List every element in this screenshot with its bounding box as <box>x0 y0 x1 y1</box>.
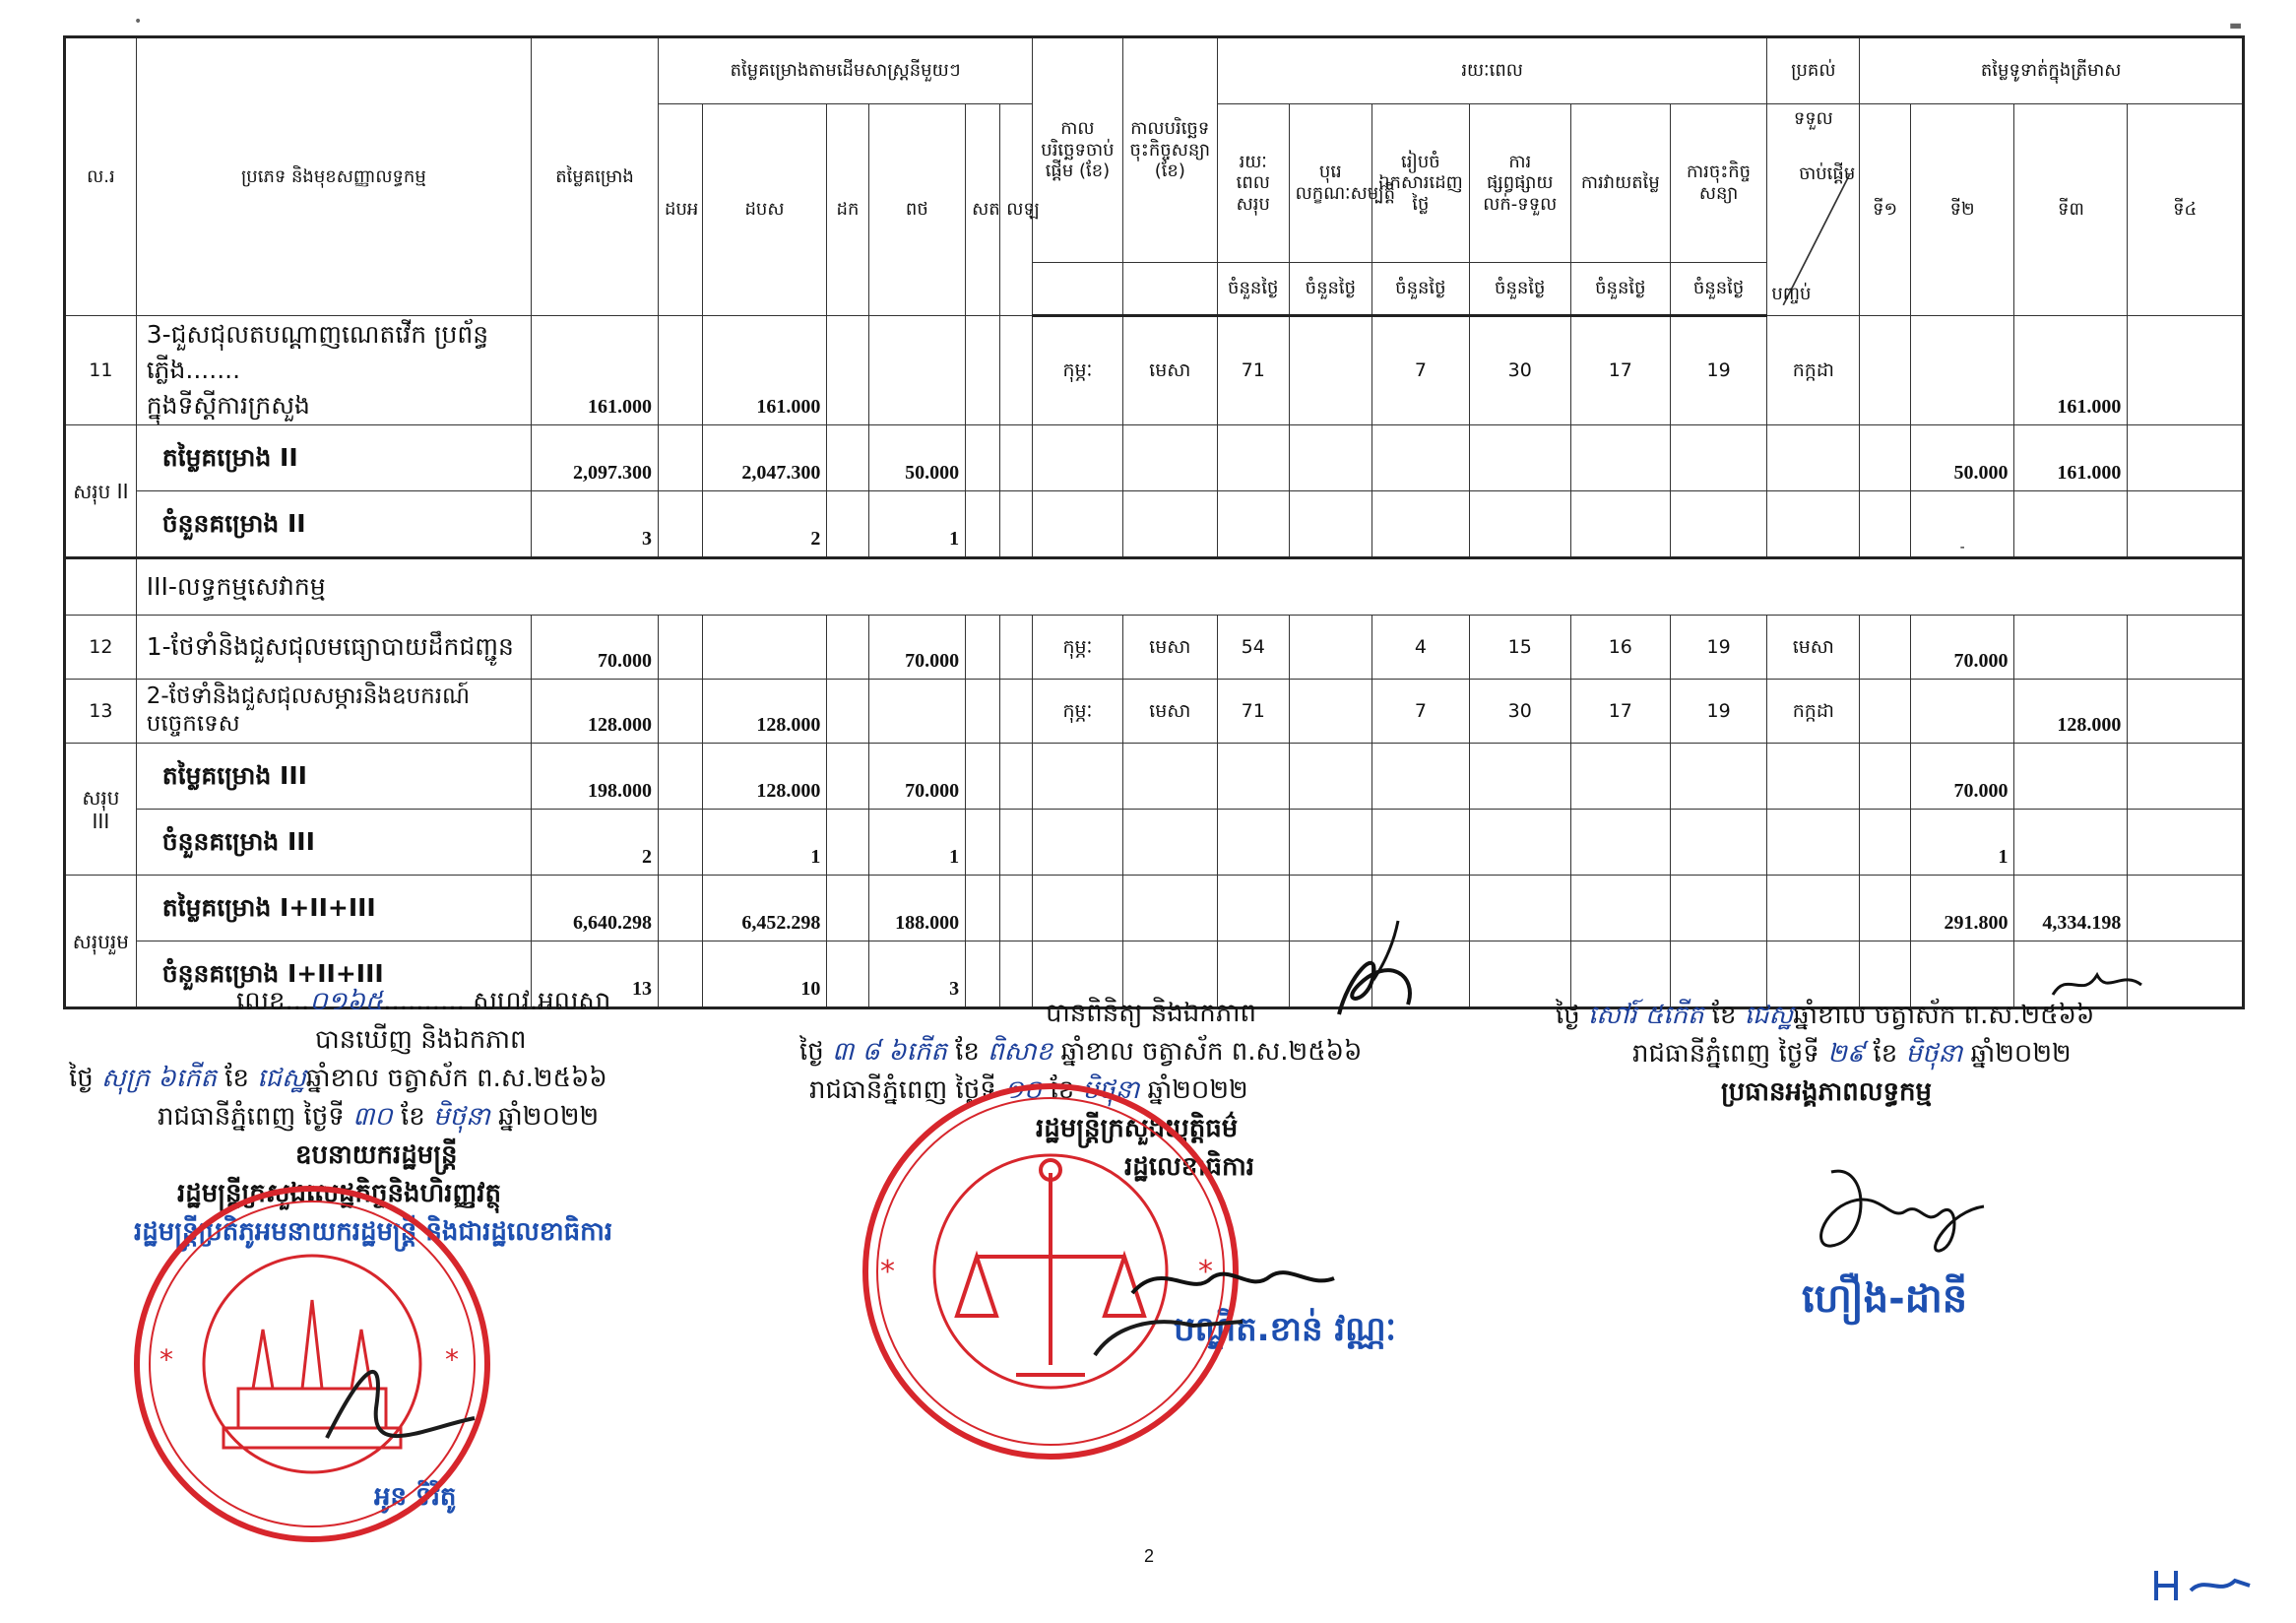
col-header-days-2: ចំនួនថ្ងៃ <box>1289 263 1371 316</box>
handwritten-lunar-day: ៣ ៨ ៦កើត <box>832 1037 947 1067</box>
col-header-delivery <box>1767 104 1860 316</box>
handwritten-weekday: សៅរ៍ <box>1588 1001 1637 1030</box>
cell-prequal-days <box>1289 316 1371 425</box>
cell-cost: 13 <box>532 941 659 1008</box>
cell-q3 <box>2014 491 2128 558</box>
col-header-quarter-2: ទី២ <box>1910 104 2014 316</box>
cell-q3 <box>2014 744 2128 810</box>
col-header-start-month: កាលបរិច្ឆេទចាប់ផ្តើម (ខែ) <box>1033 37 1123 263</box>
cell-contract-month <box>1122 491 1217 558</box>
cell-source-6 <box>1000 491 1033 558</box>
cell-start-month <box>1033 876 1123 941</box>
scan-speck: ▬ <box>2229 18 2243 33</box>
cell-q3 <box>2014 616 2128 680</box>
cell-contract-month <box>1122 744 1217 810</box>
cell-contract-days <box>1670 810 1767 876</box>
cell-q1 <box>1860 425 1911 491</box>
cell-total-days: 71 <box>1217 316 1289 425</box>
cell-start-month: កុម្ភៈ <box>1033 616 1123 680</box>
lunar-prefix: ថ្ងៃ <box>799 1037 824 1067</box>
svg-text:*: * <box>159 1343 173 1376</box>
cell-delivery: កក្កដា <box>1767 680 1860 744</box>
cell-prequal-days <box>1289 491 1371 558</box>
cell-delivery <box>1767 491 1860 558</box>
cell-source-4: 70.000 <box>868 616 966 680</box>
cell-contract-month <box>1122 810 1217 876</box>
title-procurement-head: ប្រធានអង្គភាពលទ្ធកម្ម <box>1721 1077 1933 1107</box>
cell-source-4: 1 <box>868 810 966 876</box>
handwritten-day: ២៩ <box>1827 1039 1866 1069</box>
cell-advertise-days <box>1469 876 1570 941</box>
cell-docs-days: 4 <box>1372 616 1470 680</box>
handwritten-lunar-month: ជេស្ឋ <box>257 1064 306 1093</box>
cell-docs-days <box>1372 744 1470 810</box>
cell-source-1 <box>659 491 703 558</box>
cell-cost: 128.000 <box>532 680 659 744</box>
handwritten-day: ៣០ <box>352 1102 393 1132</box>
cell-no: 11 <box>65 316 137 425</box>
cell-q2 <box>1910 316 2014 425</box>
cell-source-4: 3 <box>868 941 966 1008</box>
cell-evaluate-days <box>1570 491 1670 558</box>
cell-q4 <box>2128 316 2244 425</box>
lunar-prefix: ថ្ងៃ <box>1556 1001 1580 1030</box>
col-header-duration-group: រយៈពេល <box>1217 37 1767 104</box>
cell-advertise-days <box>1469 810 1570 876</box>
scan-speck: • <box>134 14 143 30</box>
cell-source-2: 2,047.300 <box>702 425 827 491</box>
cell-total-days <box>1217 876 1289 941</box>
cell-source-6 <box>1000 425 1033 491</box>
cell-source-2: 2 <box>702 491 827 558</box>
gregorian-date-line <box>158 1098 612 1136</box>
cell-no: 13 <box>65 680 137 744</box>
cell-advertise-days <box>1469 425 1570 491</box>
handwritten-signature-middle <box>1122 1249 1339 1308</box>
table-row <box>65 810 2244 876</box>
table-row <box>65 425 2244 491</box>
cell-delivery: មេសា <box>1767 616 1860 680</box>
cell-source-2: 161.000 <box>702 316 827 425</box>
procurement-plan-table <box>63 35 2245 1009</box>
handwritten-ref-number: ០១៦៥ <box>309 987 384 1016</box>
cell-q4 <box>2128 616 2244 680</box>
cell-q2 <box>1910 680 2014 744</box>
cell-total-days <box>1217 744 1289 810</box>
lunar-prefix: ថ្ងៃ <box>69 1064 94 1093</box>
col-header-duration-advertise: ការផ្សព្វផ្សាយលក់-ទទួល <box>1469 104 1570 263</box>
col-header-days-4: ចំនួនថ្ងៃ <box>1469 263 1570 316</box>
col-header-days-6: ចំនួនថ្ងៃ <box>1670 263 1767 316</box>
cell-start-month <box>1033 425 1123 491</box>
cell-docs-days <box>1372 810 1470 876</box>
cell-docs-days: 7 <box>1372 680 1470 744</box>
handwritten-lunar-month: ជេស្ឋ <box>1744 1001 1794 1030</box>
margin-initial-mark <box>2146 1556 2255 1605</box>
table-row <box>65 616 2244 680</box>
cell-group-subtotal-2: សរុប II <box>65 425 137 558</box>
cell-q2: 50.000 <box>1910 425 2014 491</box>
cell-source-4: 1 <box>868 491 966 558</box>
title-deputy-pm: ឧបនាយករដ្ឋមន្ត្រី <box>295 1140 458 1170</box>
cell-source-4: 50.000 <box>868 425 966 491</box>
cell-source-5 <box>966 744 1000 810</box>
cell-source-5 <box>966 810 1000 876</box>
col-header-quarter-4: ទី៤ <box>2128 104 2244 316</box>
cell-contract-days <box>1670 491 1767 558</box>
cell-evaluate-days <box>1570 425 1670 491</box>
cell-cost: 2 <box>532 810 659 876</box>
col-header-source-3: ដក <box>827 104 868 316</box>
col-header-duration-evaluate: ការវាយតម្លៃ <box>1570 104 1670 263</box>
col-header-description: ប្រភេទ និងមុខសញ្ញាលទ្ធកម្ម <box>136 37 531 316</box>
cell-cost: 70.000 <box>532 616 659 680</box>
cell-source-6 <box>1000 876 1033 941</box>
handwritten-month: មិថុនា <box>433 1102 490 1132</box>
cell-cost: 161.000 <box>532 316 659 425</box>
ref-code: សហវ.អលសា <box>473 987 611 1016</box>
col-header-delivery-start: ចាប់ផ្តើម <box>1799 163 1856 184</box>
table-row <box>65 316 2244 425</box>
cell-q3: 128.000 <box>2014 680 2128 744</box>
signatory-name-middle: បណ្ឌិត.ខាន់ វណ្ណៈ <box>1174 1310 1397 1349</box>
title-minister: រដ្ឋមន្ត្រីក្រសួងសេដ្ឋកិច្ចនិងហិរញ្ញវត្ថុ <box>177 1179 502 1208</box>
cell-q4 <box>2128 425 2244 491</box>
cell-evaluate-days: 16 <box>1570 616 1670 680</box>
cell-contract-days: 19 <box>1670 680 1767 744</box>
handwritten-signature-right <box>1812 1152 1999 1261</box>
cell-label: តម្លៃគម្រោង II <box>136 425 531 491</box>
month-label: ខែ <box>1711 1001 1737 1030</box>
month-label: ខែ <box>400 1102 425 1132</box>
cell-cost: 198.000 <box>532 744 659 810</box>
cell-total-days <box>1217 810 1289 876</box>
lunar-date-line <box>799 1033 1396 1071</box>
desc-line-2: ក្នុងទីស្តីការក្រសួង <box>146 391 310 421</box>
cell-contract-days: 19 <box>1670 616 1767 680</box>
month-label: ខែ <box>955 1037 980 1067</box>
approval-line: បានពិនិត្យ និងឯកភាព <box>1046 999 1257 1028</box>
signatory-name-right: ហឿង-ដានី <box>1802 1276 1968 1322</box>
date-prefix: រាជធានីភ្នំពេញ ថ្ងៃទី <box>809 1075 996 1105</box>
signatory-name-left: អូន ទិវិតូ <box>374 1482 457 1512</box>
cell-label: ចំនួនគម្រោង II <box>136 491 531 558</box>
cell-source-4: 70.000 <box>868 744 966 810</box>
col-header-days-5: ចំនួនថ្ងៃ <box>1570 263 1670 316</box>
cell-source-6 <box>1000 810 1033 876</box>
cell-description: 1-ថែទាំនិងជួសជុលមធ្យោបាយដឹកជញ្ជូន <box>136 616 531 680</box>
cell-source-5 <box>966 616 1000 680</box>
cell-q1 <box>1860 616 1911 680</box>
cell-advertise-days: 30 <box>1469 680 1570 744</box>
cell-evaluate-days: 17 <box>1570 316 1670 425</box>
svg-text:*: * <box>1198 1255 1213 1289</box>
desc-line-1: 3-ជួសជុលតបណ្តាញណេតវើក ប្រព័ន្ធភ្លើង....... <box>146 319 489 384</box>
date-prefix: រាជធានីភ្នំពេញ ថ្ងៃទី <box>1632 1039 1819 1069</box>
cell-cost: 6,640.298 <box>532 876 659 941</box>
gregorian-date-line <box>1556 1035 2094 1073</box>
cell-source-3 <box>827 810 868 876</box>
handwritten-initials <box>2048 965 2146 1005</box>
col-header-duration-prequal: បុរេលក្ខណៈសម្បត្តិ <box>1289 104 1371 263</box>
cell-contract-days <box>1670 425 1767 491</box>
approval-line: បានឃើញ និងឯកភាព <box>315 1025 527 1055</box>
cell-no: 12 <box>65 616 137 680</box>
cell-start-month: កុម្ភៈ <box>1033 680 1123 744</box>
cell-source-3 <box>827 316 868 425</box>
cell-q4 <box>2128 680 2244 744</box>
cell-source-1 <box>659 616 703 680</box>
cell-source-5 <box>966 425 1000 491</box>
cell-delivery <box>1767 425 1860 491</box>
col-header-cost: តម្លៃគម្រោង <box>532 37 659 316</box>
handwritten-lunar-day: ៥កើត <box>1644 1001 1704 1030</box>
ref-label: លេខ <box>236 987 286 1016</box>
col-header-source-1: ដបអ <box>659 104 703 316</box>
col-header-quarter-1: ទី១ <box>1860 104 1911 316</box>
col-header-duration-docs: រៀបចំឯកសារដេញថ្លៃ <box>1372 104 1470 263</box>
cell-q1 <box>1860 744 1911 810</box>
svg-text:*: * <box>445 1343 459 1376</box>
cell-docs-days <box>1372 491 1470 558</box>
cell-total-days <box>1217 491 1289 558</box>
ref-dots: ... <box>285 987 310 1016</box>
cell-contract-days <box>1670 744 1767 810</box>
date-suffix: ឆ្នាំ២០២២ <box>1970 1039 2072 1069</box>
col-header-days-1: ចំនួនថ្ងៃ <box>1217 263 1289 316</box>
cell-prequal-days <box>1289 425 1371 491</box>
cell-label: ចំនួនគម្រោង I+II+III <box>136 941 531 1008</box>
col-header-duration-contract: ការចុះកិច្ចសន្យា <box>1670 104 1767 263</box>
cell-docs-days <box>1372 425 1470 491</box>
cell-q1 <box>1860 810 1911 876</box>
cell-source-3 <box>827 425 868 491</box>
col-header-days-3: ចំនួនថ្ងៃ <box>1372 263 1470 316</box>
col-header-source-2: ដបស <box>702 104 827 316</box>
cell-cost: 2,097.300 <box>532 425 659 491</box>
cell-q3: 161.000 <box>2014 316 2128 425</box>
section-heading-services: III-លទ្ធកម្មសេវាកម្ម <box>136 558 2243 616</box>
cell-source-1 <box>659 425 703 491</box>
cell-total-days: 54 <box>1217 616 1289 680</box>
cell-contract-month <box>1122 876 1217 941</box>
cell-source-1 <box>659 876 703 941</box>
cell-q1 <box>1860 491 1911 558</box>
cell-label: ចំនួនគម្រោង III <box>136 810 531 876</box>
cell-start-month <box>1033 491 1123 558</box>
cell-source-5 <box>966 680 1000 744</box>
table-row <box>65 680 2244 744</box>
cell-q2: - <box>1910 491 2014 558</box>
cell-contract-days: 19 <box>1670 316 1767 425</box>
cell-source-3 <box>827 616 868 680</box>
lunar-suffix: ឆ្នាំខាល ចត្វាស័ក ព.ស.២៥៦៦ <box>1793 1001 2095 1030</box>
cell-prequal-days <box>1289 876 1371 941</box>
cell-evaluate-days <box>1570 744 1670 810</box>
cell-advertise-days <box>1469 744 1570 810</box>
cell-label: តម្លៃគម្រោង III <box>136 744 531 810</box>
col-header-quarter-group: តម្លៃទូទាត់ក្នុងត្រីមាស <box>1860 37 2244 104</box>
cell-q4 <box>2128 810 2244 876</box>
cell-source-3 <box>827 876 868 941</box>
handwritten-month: មិថុនា <box>1905 1039 1963 1069</box>
cell-source-6 <box>1000 744 1033 810</box>
page-number: 2 <box>1144 1546 1155 1566</box>
cell-source-1 <box>659 744 703 810</box>
month-label: ខែ <box>1050 1075 1075 1105</box>
cell-source-6 <box>1000 616 1033 680</box>
cell-prequal-days <box>1289 616 1371 680</box>
cell-contract-month: មេសា <box>1122 616 1217 680</box>
cell-source-1 <box>659 941 703 1008</box>
cell-source-4 <box>868 316 966 425</box>
cell-source-4 <box>868 680 966 744</box>
title-secretary-of-state: រដ្ឋលេខាធិការ <box>1124 1152 1255 1182</box>
cell-label: តម្លៃគម្រោង I+II+III <box>136 876 531 941</box>
official-stamp-left <box>130 1182 494 1546</box>
cell-source-3 <box>827 680 868 744</box>
date-prefix: រាជធានីភ្នំពេញ ថ្ងៃទី <box>158 1102 345 1132</box>
col-header-source-5: សត <box>966 104 1000 316</box>
title-justice-minister: រដ្ឋមន្ត្រីក្រសួងយុត្តិធម៌ <box>1036 1114 1239 1143</box>
col-header-delivery-end: បញ្ចប់ <box>1771 284 1812 305</box>
cell-delivery <box>1767 810 1860 876</box>
handwritten-day: ១០ <box>1004 1075 1043 1105</box>
date-suffix: ឆ្នាំ២០២២ <box>1147 1075 1248 1105</box>
cell-description: 2-ថែទាំនិងជួសជុលសម្ភារនិងឧបករណ៍បច្ចេកទេស <box>136 680 531 744</box>
cell-q1 <box>1860 316 1911 425</box>
col-header-start-unit <box>1033 263 1123 316</box>
cell-advertise-days: 15 <box>1469 616 1570 680</box>
cell-docs-days: 7 <box>1372 316 1470 425</box>
reference-line <box>197 983 612 1021</box>
col-header-delivery-top: ប្រគល់ <box>1767 37 1860 104</box>
cell-q1 <box>1860 680 1911 744</box>
cell-source-3 <box>827 744 868 810</box>
handwritten-tick <box>1369 916 1408 985</box>
cell-source-4: 188.000 <box>868 876 966 941</box>
cell-start-month: កុម្ភៈ <box>1033 316 1123 425</box>
col-header-no: ល.រ <box>65 37 137 316</box>
cell-start-month <box>1033 744 1123 810</box>
cell-prequal-days <box>1289 744 1371 810</box>
cell-q3: 4,334.198 <box>2014 876 2128 941</box>
col-header-contract-month: កាលបរិច្ឆេទចុះកិច្ចសន្យា (ខែ) <box>1122 37 1217 263</box>
cell-delivery: កក្កដា <box>1767 316 1860 425</box>
cell-q2: 1 <box>1910 810 2014 876</box>
cell-q3: 161.000 <box>2014 425 2128 491</box>
cell-cost: 3 <box>532 491 659 558</box>
col-header-source-4: ពថ <box>868 104 966 316</box>
col-header-source-group: តម្លៃគម្រោងតាមដើមសាស្រ្តនីមួយៗ <box>659 37 1033 104</box>
lunar-date-line <box>69 1060 612 1098</box>
month-label: ខែ <box>1873 1039 1898 1069</box>
cell-source-2: 1 <box>702 810 827 876</box>
table-row <box>65 558 2244 616</box>
ref-dots: .......... <box>383 987 465 1016</box>
cell-q2: 70.000 <box>1910 744 2014 810</box>
cell-total-days: 71 <box>1217 680 1289 744</box>
cell-source-2: 128.000 <box>702 744 827 810</box>
col-header-contract-unit <box>1122 263 1217 316</box>
cell-description <box>136 316 531 425</box>
cell-q3 <box>2014 810 2128 876</box>
cell-q4 <box>2128 491 2244 558</box>
handwritten-lunar-day: សុក្រ ៦កើត <box>101 1064 217 1093</box>
cell-source-2 <box>702 616 827 680</box>
cell-contract-days <box>1670 876 1767 941</box>
svg-text:*: * <box>880 1255 895 1289</box>
cell-evaluate-days <box>1570 876 1670 941</box>
col-header-duration-total: រយៈពេលសរុប <box>1217 104 1289 263</box>
cell-source-5 <box>966 316 1000 425</box>
cell-contract-month: មេសា <box>1122 680 1217 744</box>
date-suffix: ឆ្នាំ២០២២ <box>498 1102 600 1132</box>
cell-q2: 70.000 <box>1910 616 2014 680</box>
cell-contract-month <box>1122 425 1217 491</box>
cell-group-grand-total: សរុបរួម <box>65 876 137 1008</box>
col-header-delivery-receive: ទទួល <box>1793 108 1833 129</box>
cell-delivery <box>1767 876 1860 941</box>
cell-prequal-days <box>1289 680 1371 744</box>
cell-delivery <box>1767 744 1860 810</box>
cell-advertise-days: 30 <box>1469 316 1570 425</box>
cell-advertise-days <box>1469 491 1570 558</box>
col-header-quarter-3: ទី៣ <box>2014 104 2128 316</box>
title-delegate: រដ្ឋមន្ត្រីប្រតិភូអមនាយករដ្ឋមន្ត្រី និងជារដ្ឋលេខាធិការ <box>134 1217 613 1247</box>
cell-q1 <box>1860 876 1911 941</box>
cell-source-6 <box>1000 680 1033 744</box>
cell-source-1 <box>659 680 703 744</box>
cell-source-2: 6,452.298 <box>702 876 827 941</box>
cell-evaluate-days: 17 <box>1570 680 1670 744</box>
table-row <box>65 876 2244 941</box>
table-row <box>65 491 2244 558</box>
cell-no <box>65 558 137 616</box>
lunar-suffix: ឆ្នាំខាល ចត្វាស័ក ព.ស.២៥៦៦ <box>305 1064 607 1093</box>
lunar-date-line <box>1556 997 2094 1035</box>
lunar-suffix: ឆ្នាំខាល ចត្វាស័ក ព.ស.២៥៦៦ <box>1060 1037 1363 1067</box>
cell-total-days <box>1217 425 1289 491</box>
cell-q2: 291.800 <box>1910 876 2014 941</box>
cell-source-1 <box>659 810 703 876</box>
cell-prequal-days <box>1289 810 1371 876</box>
cell-group-subtotal-3: សរុប III <box>65 744 137 876</box>
cell-start-month <box>1033 810 1123 876</box>
col-header-source-6: លឡ <box>1000 104 1033 316</box>
cell-source-5 <box>966 491 1000 558</box>
cell-source-6 <box>1000 316 1033 425</box>
month-label: ខែ <box>224 1064 249 1093</box>
cell-evaluate-days <box>1570 810 1670 876</box>
cell-source-2: 128.000 <box>702 680 827 744</box>
handwritten-lunar-month: ពិសាខ <box>988 1037 1053 1067</box>
cell-contract-month: មេសា <box>1122 316 1217 425</box>
cell-q4 <box>2128 744 2244 810</box>
cell-source-3 <box>827 491 868 558</box>
handwritten-month: មិថុនា <box>1082 1075 1140 1105</box>
cell-source-1 <box>659 316 703 425</box>
cell-source-2: 10 <box>702 941 827 1008</box>
table-row <box>65 744 2244 810</box>
cell-source-5 <box>966 876 1000 941</box>
cell-q4 <box>2128 876 2244 941</box>
